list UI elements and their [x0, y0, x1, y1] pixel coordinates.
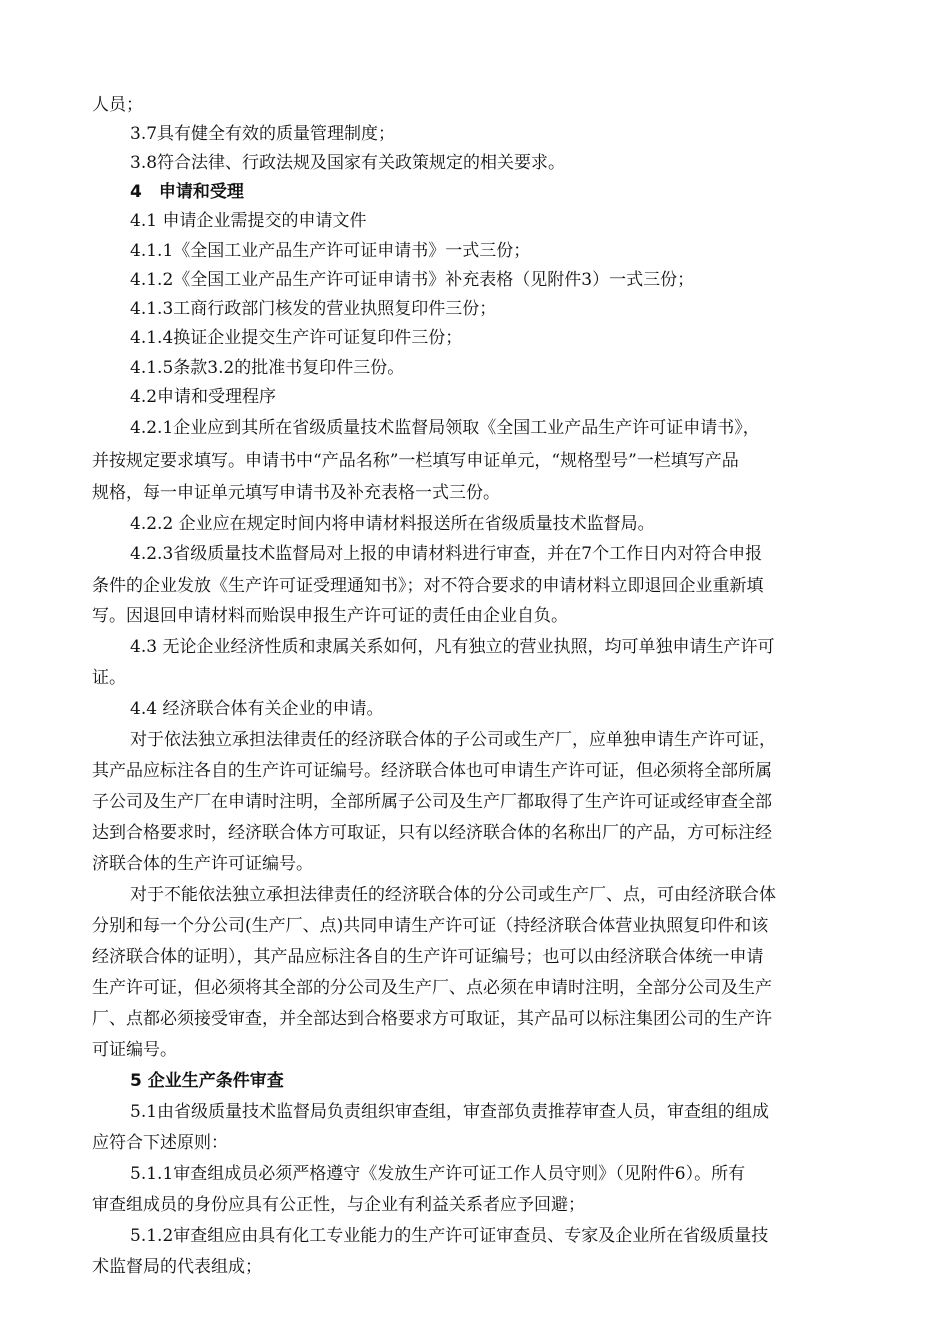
text-line: 济联合体的生产许可证编号。 [92, 854, 313, 874]
text-line: 并按规定要求填写。申请书中“产品名称”一栏填写申证单元，“规格型号”一栏填写产品 [92, 451, 739, 471]
text-line: 审查组成员的身份应具有公正性，与企业有利益关系者应予回避； [92, 1195, 585, 1215]
text-line: 5.1由省级质量技术监督局负责组织审查组，审查部负责推荐审查人员，审查组的组成 [130, 1102, 770, 1122]
text-line: 4.1.3工商行政部门核发的营业执照复印件三份； [130, 299, 497, 319]
text-line: 可证编号。 [92, 1040, 177, 1060]
text-line: 4.1.2《全国工业产品生产许可证申请书》补充表格（见附件3）一式三份； [130, 270, 695, 290]
text-line: 4.3 无论企业经济性质和隶属关系如何，凡有独立的营业执照，均可单独申请生产许可 [130, 637, 775, 657]
text-line: 5.1.1审查组成员必须严格遵守《发放生产许可证工作人员守则》（见附件6）。所有 [130, 1164, 746, 1184]
text-line: 规格，每一申证单元填写申请书及补充表格一式三份。 [92, 483, 500, 503]
text-line: 4.1 申请企业需提交的申请文件 [130, 211, 367, 231]
text-line: 达到合格要求时，经济联合体方可取证，只有以经济联合体的名称出厂的产品，方可标注经 [92, 823, 772, 843]
text-line: 子公司及生产厂在申请时注明，全部所属子公司及生产厂都取得了生产许可证或经审查全部 [92, 792, 772, 812]
text-line: 4.1.5条款3.2的批准书复印件三份。 [130, 358, 405, 378]
text-line: 厂、点都必须接受审查，并全部达到合格要求方可取证，其产品可以标注集团公司的生产许 [92, 1009, 772, 1029]
text-line: 证。 [92, 668, 126, 688]
text-line: 经济联合体的证明），其产品应标注各自的生产许可证编号；也可以由经济联合体统一申请 [92, 947, 764, 967]
text-line: 应符合下述原则： [92, 1133, 228, 1153]
text-line: 3.7具有健全有效的质量管理制度； [130, 124, 396, 144]
text-line: 4.2申请和受理程序 [130, 387, 277, 407]
text-line: 4.2.2 企业应在规定时间内将申请材料报送所在省级质量技术监督局。 [130, 514, 655, 534]
text-line: 分别和每一个分公司(生产厂、点)共同申请生产许可证（持经济联合体营业执照复印件和该 [92, 916, 769, 936]
text-line: 生产许可证，但必须将其全部的分公司及生产厂、点必须在申请时注明，全部分公司及生产 [92, 978, 772, 998]
text-line: 4.1.1《全国工业产品生产许可证申请书》一式三份； [130, 241, 531, 261]
text-line: 3.8符合法律、行政法规及国家有关政策规定的相关要求。 [130, 153, 566, 173]
text-line: 人员； [92, 95, 143, 115]
text-line: 对于不能依法独立承担法律责任的经济联合体的分公司或生产厂、点，可由经济联合体 [130, 885, 776, 905]
text-line: 4.2.1企业应到其所在省级质量技术监督局领取《全国工业产品生产许可证申请书》， [130, 418, 760, 438]
text-line: 写。因退回申请材料而贻误申报生产许可证的责任由企业自负。 [92, 606, 568, 626]
section-heading: 4 申请和受理 [130, 182, 244, 202]
text-line: 其产品应标注各自的生产许可证编号。经济联合体也可申请生产许可证，但必须将全部所属 [92, 761, 772, 781]
text-line: 4.1.4换证企业提交生产许可证复印件三份； [130, 328, 463, 348]
text-line: 对于依法独立承担法律责任的经济联合体的子公司或生产厂，应单独申请生产许可证， [130, 730, 776, 750]
text-line: 条件的企业发放《生产许可证受理通知书》；对不符合要求的申请材料立即退回企业重新填 [92, 576, 764, 596]
section-heading: 5 企业生产条件审查 [130, 1071, 284, 1091]
text-line: 5.1.2审查组应由具有化工专业能力的生产许可证审查员、专家及企业所在省级质量技 [130, 1226, 769, 1246]
text-line: 4.2.3省级质量技术监督局对上报的申请材料进行审查，并在7个工作日内对符合申报 [130, 544, 763, 564]
text-line: 4.4 经济联合体有关企业的申请。 [130, 699, 384, 719]
text-line: 术监督局的代表组成； [92, 1257, 262, 1277]
